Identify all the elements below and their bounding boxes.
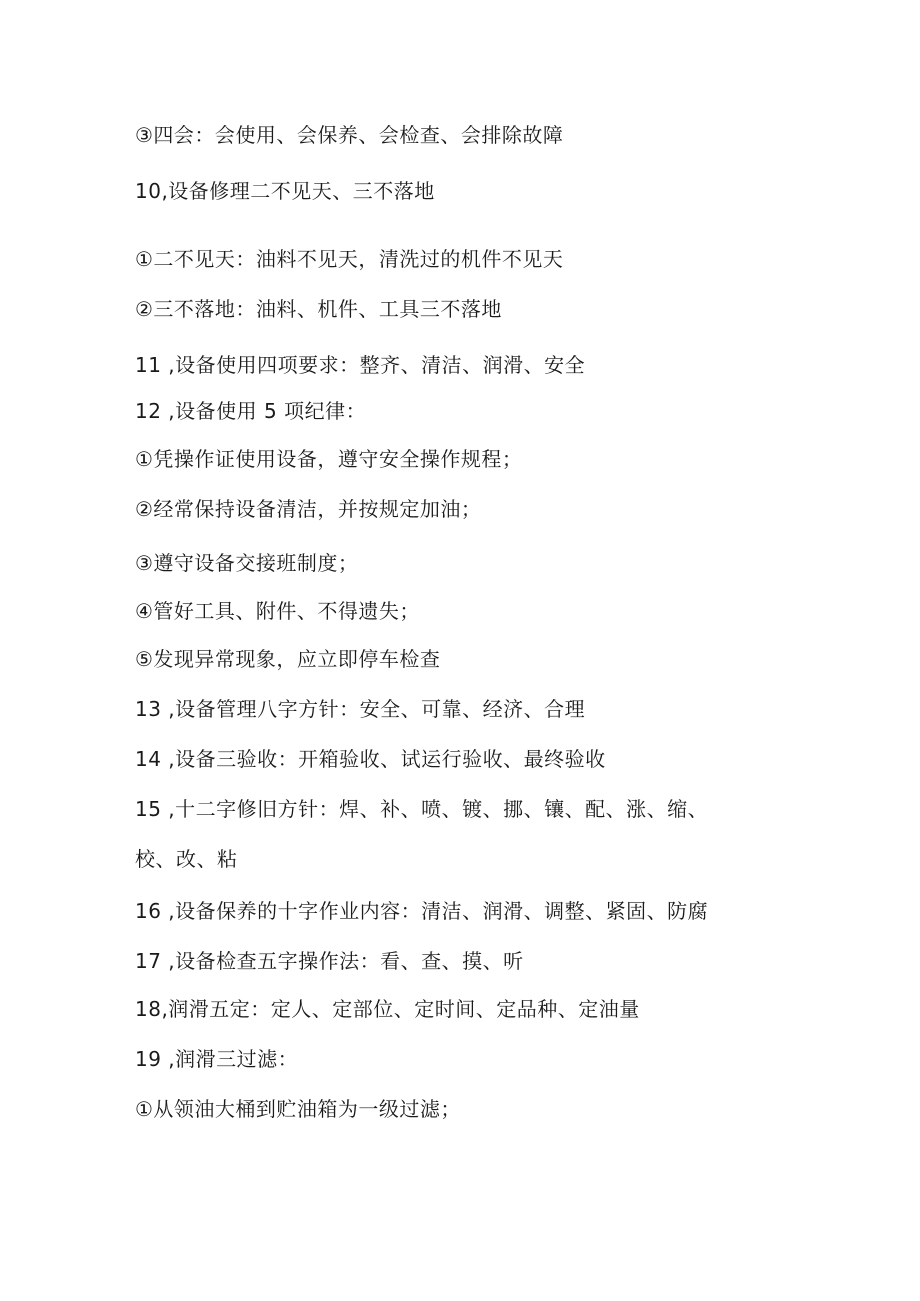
text-line: ②经常保持设备清洁，并按规定加油；: [135, 497, 482, 521]
text-line: ③遵守设备交接班制度；: [135, 551, 359, 575]
text-line: ①二不见天：油料不见天，清洗过的机件不见天: [135, 247, 564, 271]
text-line: ⑤发现异常现象，应立即停车检查: [135, 647, 441, 671]
text-line: ③四会：会使用、会保养、会检查、会排除故障: [135, 123, 564, 147]
text-line: 12 ,设备使用 5 项纪律：: [135, 399, 367, 423]
text-line: 11 ,设备使用四项要求：整齐、清洁、润滑、安全: [135, 353, 586, 377]
text-line: 13 ,设备管理八字方针：安全、可靠、经济、合理: [135, 697, 586, 721]
text-line: ①从领油大桶到贮油箱为一级过滤；: [135, 1097, 461, 1121]
text-line: 17 ,设备检查五字操作法：看、查、摸、听: [135, 949, 524, 973]
text-line: ④管好工具、附件、不得遗失；: [135, 599, 420, 623]
text-line: 10,设备修理二不见天、三不落地: [135, 179, 435, 203]
text-line: 19 ,润滑三过滤：: [135, 1047, 299, 1071]
text-line: ②三不落地：油料、机件、工具三不落地: [135, 297, 502, 321]
text-line: 校、改、粘: [135, 847, 238, 871]
text-line: 15 ,十二字修旧方针：焊、补、喷、镀、挪、镶、配、涨、缩、: [135, 797, 709, 821]
text-line: 16 ,设备保养的十字作业内容：清洁、润滑、调整、紧固、防腐: [135, 899, 709, 923]
text-line: ①凭操作证使用设备，遵守安全操作规程；: [135, 447, 523, 471]
text-line: 14 ,设备三验收：开箱验收、试运行验收、最终验收: [135, 747, 606, 771]
text-line: 18,润滑五定：定人、定部位、定时间、定品种、定油量: [135, 997, 640, 1021]
